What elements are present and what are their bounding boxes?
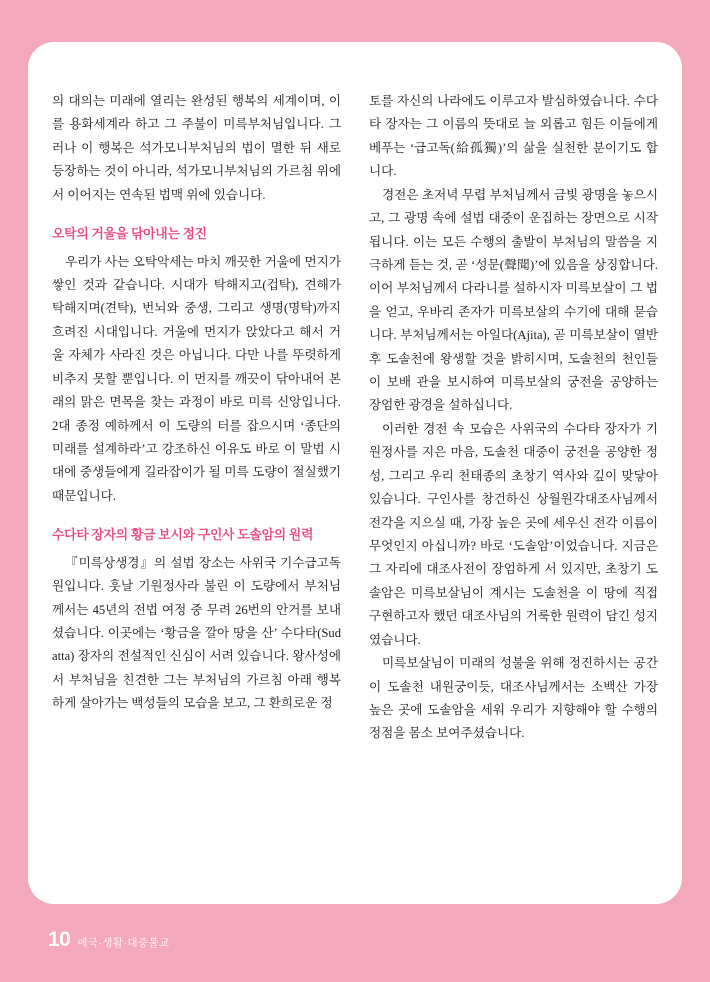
- footer-tagline: 애국·생활·대중불교: [77, 937, 170, 949]
- article-columns: [52, 90, 658, 746]
- body-paragraph: 경전은 초저녁 무렵 부처님께서 금빛 광명을 놓으시고, 그 광명 속에 설법 대중이 운집하는 장면으로 시작됩니다. 이는 모든 수행의 출발이 부처님의 말씀을 지극하게 듣는 것, 곧 ‘성문(聲聞)’에 있음을 상징합니다. 이어 부처님께서 다라니를 설하시자 미륵보살이 그 법을 얻고, 우바리 존자가 미륵보살의 수기에 대해 묻습니다. 부처님께서는 아일다(Ajita), 곧 미륵보살이 열반 후 도솔천에 왕생할 것을 밝히시며, 도솔천의 천인들이 보배 관을 보시하여 미륵보살의 궁전을 공양하는 장엄한 광경을 설하십니다.: [369, 187, 658, 413]
- left-column: [52, 90, 341, 746]
- section-heading: 수다타 장자의 황금 보시와 구인사 도솔암의 원력: [52, 528, 314, 543]
- page-footer: [48, 928, 170, 952]
- body-paragraph: 의 대의는 미래에 열리는 완성된 행복의 세계이며, 이를 용화세계라 하고 그 주불이 미륵부처님입니다. 그러나 이 행복은 석가모니부처님의 법이 멸한 뒤 새로 등장하는 것이 아니라, 석가모니부처님의 가르침 위에서 이어지는 연속된 법맥 위에 있습니다.: [52, 94, 341, 202]
- body-paragraph: 토를 자신의 나라에도 이루고자 발심하였습니다. 수다타 장자는 그 이름의 뜻대로 늘 외롭고 힘든 이들에게 베푸는 ‘급고독(給孤獨)’의 삶을 실천한 분이기도 합니다.: [369, 94, 658, 179]
- page-card: [28, 42, 682, 904]
- body-paragraph: 이러한 경전 속 모습은 사위국의 수다타 장자가 기원정사를 지은 마음, 도솔천 대중이 궁전을 공양한 정성, 그리고 우리 천태종의 초창기 역사와 깊이 맞닿아 있습니다. 구인사를 창건하신 상월원각대조사님께서 전각을 지으실 때, 가장 높은 곳에 세우신 전각 이름이 무엇인지 아십니까? 바로 ‘도솔암’이었습니다. 지금은 그 자리에 대조사전이 장엄하게 서 있지만, 초창기 도솔암은 미륵보살님이 계시는 도솔천을 이 땅에 직접 구현하고자 했던 대조사님의 거룩한 원력이 담긴 성지였습니다.: [369, 421, 658, 647]
- body-paragraph: 『미륵상생경』의 설법 장소는 사위국 기수급고독원입니다. 훗날 기원정사라 불린 이 도량에서 부처님께서는 45년의 전법 여정 중 무려 26번의 안거를 보내셨습니다. 이곳에는 ‘황금을 깔아 땅을 산’ 수다타(Sudatta) 장자의 전설적인 신심이 서려 있습니다. 왕사성에서 부처님을 친견한 그는 부처님의 가르침 아래 행복하게 살아가는 백성들의 모습을 보고, 그 환희로운 정: [52, 555, 341, 711]
- body-paragraph: 미륵보살님이 미래의 성불을 위해 정진하시는 공간이 도솔천 내원궁이듯, 대조사님께서는 소백산 가장 높은 곳에 도솔암을 세워 우리가 지향해야 할 수행의 정점을 몸소 보여주셨습니다.: [369, 656, 658, 741]
- body-paragraph: 우리가 사는 오탁악세는 마치 깨끗한 거울에 먼지가 쌓인 것과 같습니다. 시대가 탁해지고(겁탁), 견해가 탁해지며(견탁), 번뇌와 중생, 그리고 생명(명탁)까지 흐려진 시대입니다. 거울에 먼지가 앉았다고 해서 거울 자체가 사라진 것은 아닙니다. 다만 나를 뚜렷하게 비추지 못할 뿐입니다. 이 먼지를 깨끗이 닦아내어 본래의 맑은 면목을 찾는 과정이 바로 미륵 신앙입니다. 2대 종정 예하께서 이 도량의 터를 잡으시며 ‘종단의 미래를 설계하라’고 강조하신 이유도 바로 이 말법 시대에 중생들에게 길라잡이가 될 미륵 도량이 절실했기 때문입니다.: [52, 254, 341, 503]
- section-heading: 오탁의 거울을 닦아내는 정진: [52, 227, 207, 242]
- page-number: 10: [48, 928, 71, 951]
- right-column: [369, 90, 658, 746]
